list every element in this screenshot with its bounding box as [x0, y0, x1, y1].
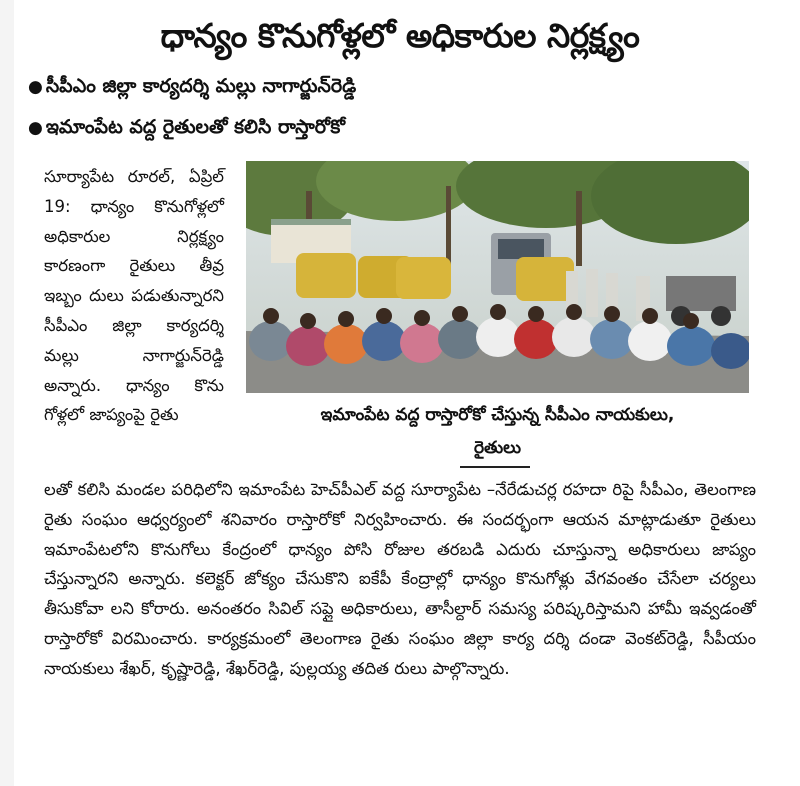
subheadline-1: [28, 72, 356, 101]
article-body-full-width: లతో కలిసి మండల పరిధిలోని ఇమాంపేట హెచ్‌పీఎల్‌ వద్ద సూర్యాపేట –నేరేడుచర్ల రహదా రిపై సీపీఎం, తెలంగాణ రైతు సంఘం ఆధ్వర్యంలో శనివారం రాస్తారోకో నిర్వహించారు. ఈ సందర్భంగా ఆయన మాట్లాడుతూ రైతులు ఇమాంపేటలోని కొనుగోలు కేంద్రంలో ధాన్యం పోసి రోజుల తరబడి ఎదురు చూస్తున్నా అధికారులు జాప్యం చేస్తున్నారని అన్నారు. కలెక్టర్‌ జోక్యం చేసుకొని ఐకేపీ కేంద్రాల్లో ధాన్యం కొనుగోళ్లు వేగవంతం చేసేలా చర్యలు తీసుకోవా లని కోరారు. అనంతరం సివిల్‌ సప్లై అధికారులు, తాసీల్దార్‌ సమస్య పరిష్కరిస్తామని హామీ ఇవ్వడంతో రాస్తారోకో విరమించారు. కార్యక్రమంలో తెలంగాణ రైతు సంఘం జిల్లా కార్య దర్శి దండా వెంకట్‌రెడ్డి, సీపీయం నాయకులు శేఖర్‌, కృష్ణారెడ్డి, శేఖర్‌రెడ్డి, పుల్లయ్య తదిత రులు పాల్గొన్నారు.: [44, 480, 756, 678]
photo-caption-line1: ఇమాంపేట వద్ద రాస్తారోకో చేస్తున్న సీపీఎం నాయకులు,: [320, 405, 675, 425]
subheadline-2-text: ఇమాంపేట వద్ద రైతులతో కలిసి రాస్తారోకో: [45, 116, 346, 138]
news-photo: [246, 161, 749, 393]
caption-underline: [460, 466, 530, 468]
subheadline-1-text: సీపీఎం జిల్లా కార్యదర్శి మల్లు నాగార్జున్‌రెడ్డి: [45, 75, 357, 97]
photo-caption-line2: రైతులు: [473, 438, 522, 458]
article-headline: ధాన్యం కొనుగోళ్లలో అధికారుల నిర్లక్ష్యం: [160, 16, 640, 55]
protest-scene-image: [246, 161, 749, 393]
page-edge: [0, 0, 14, 786]
subheadline-2: [28, 113, 345, 142]
bullet-icon: ●: [28, 118, 43, 138]
article-body-column-left: సూర్యాపేట రూరల్‌, ఏప్రిల్‌ 19: ధాన్యం కొనుగోళ్లలో అధికారుల నిర్లక్ష్యం కారణంగా రైతులు తీవ్ర ఇబ్బం దులు పడుతున్నారని సీపీఎం జిల్లా కార్యదర్శి మల్లు నాగార్జున్‌రెడ్డి అన్నారు. ధాన్యం కొను గోళ్లలో జాప్యంపై రైతు: [44, 167, 224, 425]
bullet-icon: ●: [28, 77, 43, 97]
